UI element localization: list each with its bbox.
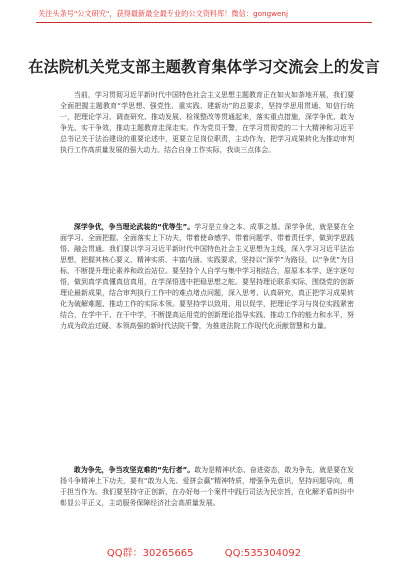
paragraph-lead: 深学争优，争当理论武装的“优等生”。 bbox=[73, 223, 195, 231]
paragraph-text: 敢为是精神状态、奋进姿态，敢为争先，就是要在发扬斗争精神上下功夫，要有“敢为人先、爱拼会赢”精神特质，增强争先意识，坚持问题导向，勇于担当作为。我们要坚持守正创新，在办好每一个案件中践行司法为民宗旨，在化解矛盾纠纷中彰显公平正义，主动服务保障经济社会高质量发展。 bbox=[60, 466, 354, 508]
document-title: 在法院机关党支部主题教育集体学习交流会上的发言 bbox=[28, 58, 380, 76]
footer bbox=[0, 547, 408, 561]
paragraph-text: 学习是立身之本、成事之基。深学争优，就是要在全面学习、全面把握、全面落实上下功夫，带着使命感学、带着问题学、带着责任学，做到学思践悟、融会贯通。我们要以学习习近平新时代中国特色社会主义思想为主线，深入学习习近平法治思想，把握其核心要义、精神实质、丰富内涵、实践要求，坚持以“深学”为路径，以“争优”为目标，不断提升理论素养和政治站位。要坚持个人自学与集中学习相结合，原原本本学、逐字逐句悟，做到真学真懂真信真用，在学深悟透中把稳思想之舵。要坚持理论联系实际，围绕党的创新理论最新成果，结合审判执行工作中的难点堵点问题，深入思考、认真研究，真正把学习成果转化为破解难题、推动工作的实际本领。要坚持学以致用、用以促学，把理论学习与岗位实践紧密结合，在学中干、在干中学，不断提高运用党的创新理论指导实践、推动工作的能力和水平，努力成为政治过硬、本领高强的新时代法院干警，为推进法院工作现代化贡献智慧和力量。 bbox=[60, 223, 354, 331]
header-divider bbox=[36, 22, 372, 23]
footer-qq: QQ:535304092 bbox=[224, 548, 302, 559]
body-paragraph bbox=[60, 222, 354, 332]
body-paragraph bbox=[60, 465, 354, 509]
header-banner[interactable]: 关注头条号"公文研究"，获得最新最全最专业的公文资料库！微信：gongwenj bbox=[38, 9, 288, 18]
body-paragraph bbox=[60, 90, 354, 156]
paragraph-lead: 敢为争先，争当攻坚克难的“先行者”。 bbox=[73, 466, 195, 474]
footer-qq-group: QQ群：30265665 bbox=[106, 548, 194, 559]
paragraph-text: 当前，学习贯彻习近平新时代中国特色社会主义思想主题教育正在如火如荼地开展，我们要全面把握主题教育“学思想、强党性、重实践、建新功”的总要求，坚持学思用贯通、知信行统一，把理论学习、调查研究、推动发展、检视整改等贯通起来，落实重点措施，深学争优、敢为争先、实干争效，推动主题教育走深走实。作为党员干警，在学习贯彻党的二十大精神和习近平总书记关于法治建设的重要论述中，更要立足岗位职责，主动作为，把学习成果转化为推动审判执行工作高质量发展的强大动力。结合自身工作实际，我谈三点体会。 bbox=[60, 91, 354, 155]
